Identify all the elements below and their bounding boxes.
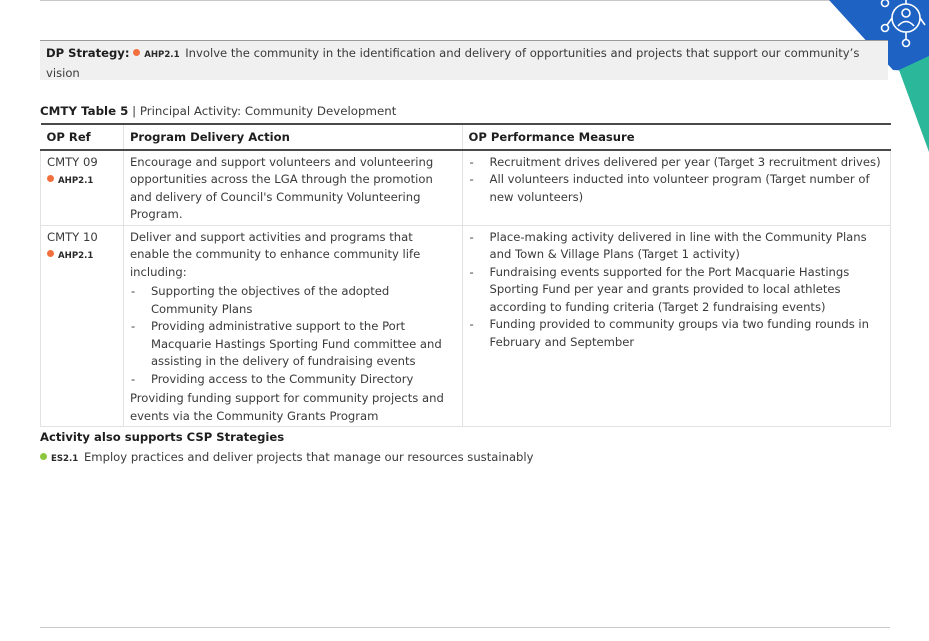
bullet-dot-icon	[47, 175, 54, 182]
action-text: Encourage and support volunteers and volunteering opportunities across the LGA through the promotion and delivery of Council's Community Volunteering Program.	[129, 154, 434, 221]
strategy-code: AHP2.1	[144, 50, 180, 60]
list-item: - Funding provided to community groups via two funding rounds in February and September	[469, 316, 884, 351]
strategy-code: AHP2.1	[58, 176, 94, 186]
action-cell	[123, 150, 462, 226]
op-ref: CMTY 09	[47, 154, 98, 169]
list-item: - Providing access to the Community Directory	[130, 371, 456, 389]
ref-code	[47, 172, 117, 189]
measure-list	[469, 229, 884, 352]
op-ref-cell	[41, 150, 124, 226]
table-caption	[40, 104, 396, 118]
dp-strategy-box	[40, 40, 888, 80]
operational-plan-table	[40, 123, 891, 427]
header-program-delivery-action: Program Delivery Action	[123, 124, 462, 150]
bullet-dot-icon	[47, 250, 54, 257]
list-item: - Supporting the objectives of the adopted Community Plans	[130, 283, 456, 318]
list-item: - All volunteers inducted into volunteer program (Target number of new volunteers)	[469, 171, 884, 206]
bullet-dot-icon	[40, 453, 47, 460]
list-item: - Fundraising events supported for the Port Macquarie Hastings Sporting Fund per year and grants provided to local athletes according to funding criteria (Target 2 fundraising events)	[469, 264, 884, 317]
csp-title: Activity also supports CSP Strategies	[40, 430, 285, 444]
csp-text: Employ practices and deliver projects that manage our resources sustainably	[83, 449, 534, 464]
header-op-ref: OP Ref	[41, 124, 124, 150]
strategy-code: AHP2.1	[58, 251, 94, 261]
measure-cell	[462, 225, 890, 427]
action-outro: Providing funding support for community projects and events via the Community Grants Program	[129, 391, 444, 423]
list-item: - Recruitment drives delivered per year (Target 3 recruitment drives)	[469, 154, 884, 172]
list-item: - Providing administrative support to the Port Macquarie Hastings Sporting Fund committee and assisting in the delivery of fundraising events	[130, 318, 456, 371]
top-divider	[40, 0, 888, 1]
action-intro: Deliver and support activities and programs that enable the community to enhance community life including:	[129, 229, 421, 279]
op-ref-cell	[41, 225, 124, 427]
ref-code	[47, 247, 117, 264]
bottom-divider	[40, 627, 890, 628]
csp-strategy-line	[40, 449, 534, 469]
action-list	[130, 283, 456, 388]
action-cell	[123, 225, 462, 427]
table-header-row	[41, 124, 891, 150]
table-row	[41, 225, 891, 427]
measure-cell	[462, 150, 890, 226]
csp-code: ES2.1	[51, 453, 79, 464]
header-op-performance-measure: OP Performance Measure	[462, 124, 890, 150]
csp-supports-section	[40, 429, 534, 468]
dp-strategy-label: DP Strategy:	[46, 46, 130, 60]
list-item: - Place-making activity delivered in line with the Community Plans and Town & Village Plans (Target 1 activity)	[469, 229, 884, 264]
table-row	[41, 150, 891, 226]
op-ref: CMTY 10	[47, 229, 98, 244]
dp-strategy-text: Involve the community in the identification and delivery of opportunities and projects that support our community’s vision	[46, 46, 860, 80]
caption-separator: |	[128, 104, 140, 118]
bullet-dot-icon	[133, 49, 140, 56]
table-title: Principal Activity: Community Development	[139, 104, 397, 118]
table-id: CMTY Table 5	[40, 104, 129, 118]
measure-list	[469, 154, 884, 207]
